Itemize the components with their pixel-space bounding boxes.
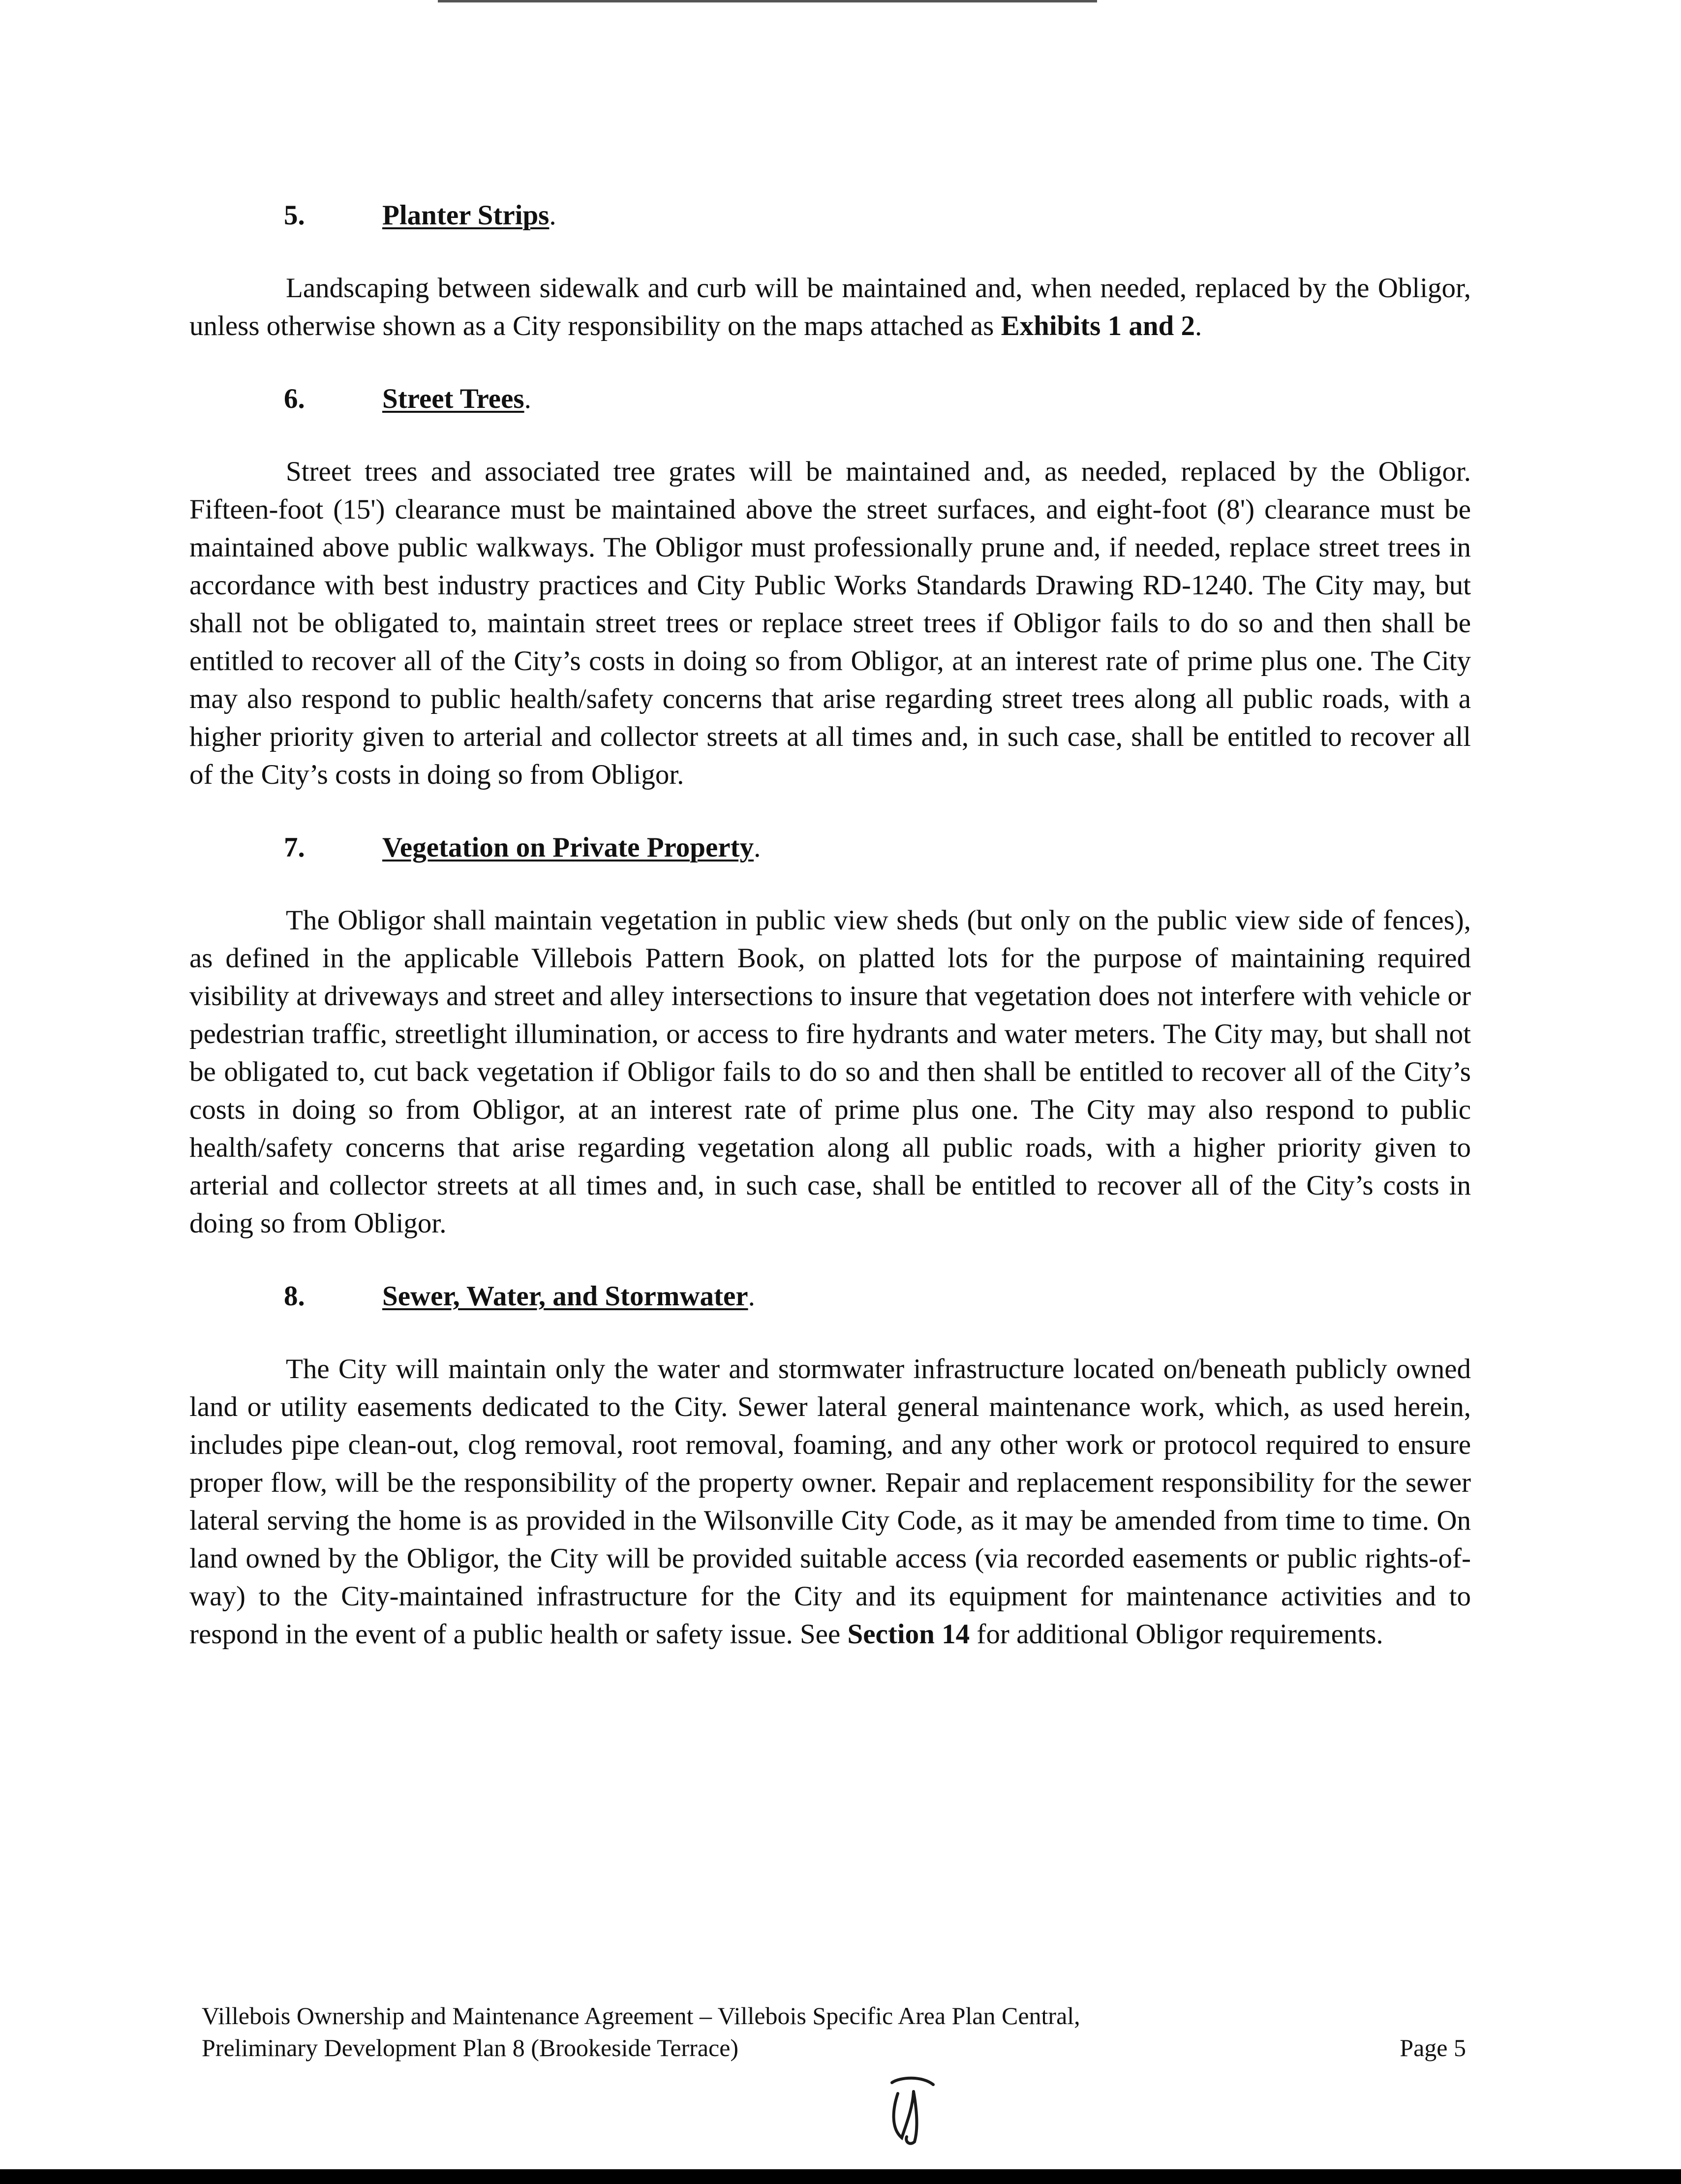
- section-6-title: Street Trees: [382, 383, 524, 414]
- exhibits-reference: Exhibits 1 and 2: [1001, 310, 1195, 341]
- section-7-number: 7.: [284, 832, 305, 863]
- section-6-number: 6.: [284, 383, 305, 414]
- scan-edge-rule: [438, 0, 1097, 2]
- section-6-heading: 6. Street Trees.: [189, 380, 1471, 417]
- section-8-heading: 8. Sewer, Water, and Stormwater.: [189, 1278, 1471, 1315]
- section-5-heading: 5. Planter Strips.: [189, 197, 1471, 234]
- section-5-title: Planter Strips: [382, 200, 550, 231]
- section-8-text: The City will maintain only the water and stormwater infrastructure located on/beneath publicly owned land or utility easements dedicated to the City. Sewer lateral general maintenance work, which, as used herein, includes pipe clean-out, clog removal, root removal, foaming, and any other work or protocol required to ensure proper flow, will be the responsibility of the property owner. Repair and replacement responsibility for the sewer lateral serving the home is as provided in the Wilsonville City Code, as it may be amended from time to time. On land owned by the Obligor, the City will be provided suitable access (via recorded easements or public rights-of-way) to the City-maintained infrastructure for the City and its equipment for maintenance activities and to respond in the event of a public health or safety issue. See: [189, 1353, 1471, 1650]
- section-7-heading: 7. Vegetation on Private Property.: [189, 829, 1471, 866]
- section-5-text: Landscaping between sidewalk and curb will be maintained and, when needed, replaced by the Obligor, unless otherwise shown as a City responsibility on the maps attached as: [189, 273, 1471, 341]
- section-7-paragraph: The Obligor shall maintain vegetation in public view sheds (but only on the public view side of fences), as defined in the applicable Villebois Pattern Book, on platted lots for the purpose of maintaining required visibility at driveways and street and alley intersections to insure that vegetation does not interfere with vehicle or pedestrian traffic, streetlight illumination, or access to fire hydrants and water meters. The City may, but shall not be obligated to, cut back vegetation if Obligor fails to do so and then shall be entitled to recover all of the City’s costs in doing so from Obligor, at an interest rate of prime plus one. The City may also respond to public health/safety concerns that arise regarding vegetation along all public roads, with a higher priority given to arterial and collector streets at all times and, in such case, shall be entitled to recover all of the City’s costs in doing so from Obligor.: [189, 905, 1471, 1239]
- section-6-paragraph: Street trees and associated tree grates will be maintained and, as needed, replaced by the Obligor. Fifteen-foot (15') clearance must be maintained above the street surfaces, and eight-foot (8') clearance must be maintained above public walkways. The Obligor must professionally prune and, if needed, replace street trees in accordance with best industry practices and City Public Works Standards Drawing RD-1240. The City may, but shall not be obligated to, maintain street trees or replace street trees if Obligor fails to do so and then shall be entitled to recover all of the City’s costs in doing so from Obligor, at an interest rate of prime plus one. The City may also respond to public health/safety concerns that arise regarding street trees along all public roads, with a higher priority given to arterial and collector streets at all times and, in such case, shall be entitled to recover all of the City’s costs in doing so from Obligor.: [189, 456, 1471, 790]
- footer-line-1: Villebois Ownership and Maintenance Agreement – Villebois Specific Area Plan Central,: [202, 2002, 1080, 2030]
- scan-edge-bar: [0, 2169, 1681, 2184]
- section-8-text-end: for additional Obligor requirements.: [970, 1619, 1383, 1650]
- section-7-title: Vegetation on Private Property: [382, 832, 754, 863]
- section-5-number: 5.: [284, 200, 305, 231]
- section-5-text-end: .: [1194, 310, 1202, 341]
- footer-line-2: Preliminary Development Plan 8 (Brookeside Terrace): [202, 2034, 739, 2061]
- handwritten-initials: [878, 2074, 942, 2148]
- section-5-paragraph: [189, 269, 1471, 345]
- section-8-number: 8.: [284, 1281, 305, 1312]
- document-body: [189, 197, 1471, 1689]
- section-8-title: Sewer, Water, and Stormwater: [382, 1281, 748, 1312]
- page-footer: [202, 2000, 1466, 2064]
- page-number: Page 5: [1400, 2034, 1466, 2061]
- section-14-reference: Section 14: [847, 1619, 970, 1650]
- section-8-paragraph: [189, 1350, 1471, 1653]
